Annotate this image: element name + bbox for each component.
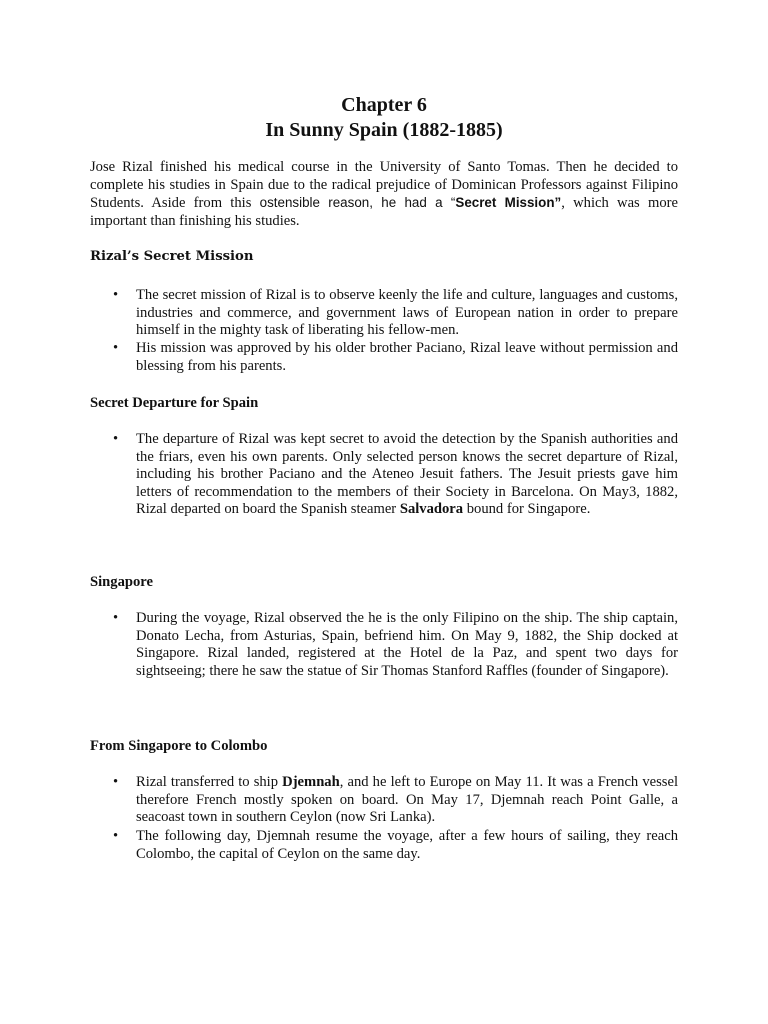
list-item-text: The following day, Djemnah resume the voyage, after a few hours of sailing, they reach Colombo, the capital of Ceylon on the same day. [136,828,678,862]
list-item-text: During the voyage, Rizal observed the he is the only Filipino on the ship. The ship captain, Donato Lecha, from Asturias, Spain, befriend him. On May 9, 1882, the Ship docked at Singapore. Rizal landed, registered at the Hotel de la Paz, and spent two days for sightseeing; there he saw the statue of Sir Thomas Stanford Raffles (founder of Singapore). [136,610,678,679]
list-item-text: The departure of Rizal was kept secret to avoid the detection by the Spanish authorities and the friars, even his own parents. Only selected person knows the secret departure of Rizal, including his brother Paciano and the Ateneo Jesuit fathers. The Jesuit priests gave him letters of recommendation to the members of their Society in Barcelona. On May3, 1882, Rizal departed on board the Spanish steamer Salvadora bound for Singapore. [136,431,678,518]
bullet-icon: • [113,774,119,790]
bullet-icon: • [113,340,119,356]
section-heading-departure: Secret Departure for Spain [90,395,259,411]
bullet-icon: • [113,828,119,844]
chapter-number: Chapter 6 [341,94,427,116]
list-item [113,610,678,680]
list-item [113,287,678,340]
list-item [113,774,678,827]
list-item-text: His mission was approved by his older brother Paciano, Rizal leave without permission and blessing from his parents. [136,340,678,374]
section-heading-colombo: From Singapore to Colombo [90,738,268,754]
bullet-icon: • [113,431,119,447]
list-item-text: The secret mission of Rizal is to observe keenly the life and culture, languages and customs, industries and commerce, and government laws of European nation in order to prepare himself in the mighty task of liberating his fellow-men. [136,287,678,339]
chapter-title: In Sunny Spain (1882-1885) [265,119,503,141]
bullet-icon: • [113,610,119,626]
list-item [113,340,678,375]
section-heading-singapore: Singapore [90,574,153,590]
section-heading-secret-mission: Rizal’s Secret Mission [90,249,254,264]
list-item [113,828,678,863]
list-item-text: Rizal transferred to ship Djemnah, and he left to Europe on May 11. It was a French vessel therefore French mostly spoken on board. On May 17, Djemnah reach Point Galle, a seacoast town in southern Ceylon (now Sri Lanka). [136,774,679,826]
bullet-icon: • [113,287,119,303]
intro-paragraph: Jose Rizal finished his medical course in the University of Santo Tomas. Then he decided to complete his studies in Spain due to the radical prejudice of Dominican Professors against Filipino Students. Aside from this ostensible reason, he had a “Secret Mission”, which was more important than finishing his studies. [90,159,678,229]
list-item [113,431,678,519]
